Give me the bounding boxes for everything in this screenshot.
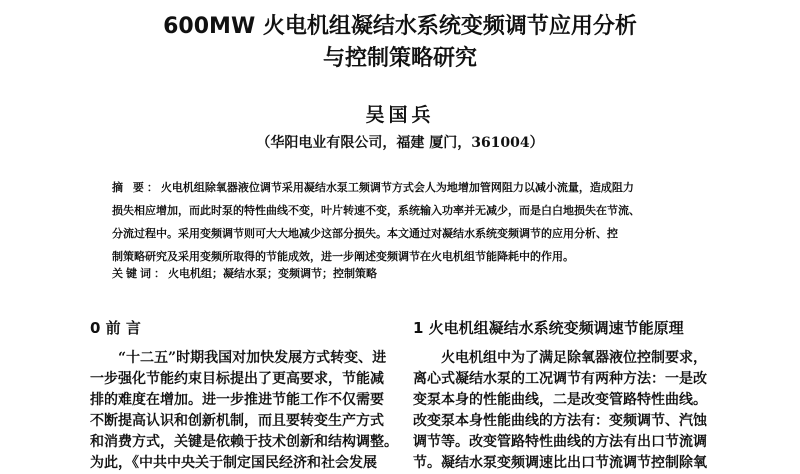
abstract-line-4: 制策略研究及采用变频所取得的节能成效，进一步阐述变频调节在火电机组节能降耗中的作用。 bbox=[112, 250, 574, 263]
abstract bbox=[112, 176, 692, 268]
body-line: 变泵本身的性能曲线，二是改变管路特性曲线。 bbox=[413, 392, 707, 408]
body-line: 离心式凝结水泵的工况调节有两种方法：一是改 bbox=[413, 371, 707, 387]
abstract-line-3: 分流过程中。采用变频调节则可大大地减少这部分损失。本文通过对凝结水系统变频调节的应用分析、控 bbox=[112, 227, 618, 240]
body-line: 一步强化节能约束目标提出了更高要求，节能减 bbox=[90, 371, 384, 387]
body-line: 不断提高认识和创新机制，而且要转变生产方式 bbox=[90, 413, 384, 429]
author: 吴国兵 bbox=[365, 104, 435, 126]
body-line: 改变泵本身性能曲线的方法有：变频调节、汽蚀 bbox=[413, 413, 707, 429]
section-1-heading: 1 火电机组凝结水系统变频调速节能原理 bbox=[413, 319, 684, 337]
abstract-line-1: 摘 要：火电机组除氧器液位调节采用凝结水泵工频调节方式会人为地增加管网阻力以减小流量，造成阻力 bbox=[112, 181, 634, 194]
abstract-line-2: 损失相应增加，而此时泵的特性曲线不变，叶片转速不变，系统输入功率并无减少，而是白白地损失在节流、 bbox=[112, 204, 640, 217]
abstract-label: 摘 要： bbox=[112, 181, 161, 194]
body-line: “十二五”时期我国对加快发展方式转变、进 bbox=[118, 350, 387, 366]
paper-title-line2: 与控制策略研究 bbox=[322, 46, 477, 71]
body-line: 为此，《中共中央关于制定国民经济和社会发展 bbox=[90, 455, 377, 471]
body-line: 节。凝结水泵变频调速比出口节流调节控制除氧 bbox=[413, 455, 707, 471]
body-line: 排的难度在增加。进一步推进节能工作不仅需要 bbox=[90, 392, 384, 408]
body-line: 调节等。改变管路特性曲线的方法有出口节流调 bbox=[413, 434, 707, 450]
section-1-body bbox=[413, 348, 723, 474]
keywords-text: 火电机组；凝结水泵；变频调节；控制策略 bbox=[168, 267, 377, 280]
body-line: 和消费方式，关键是依赖于技术创新和结构调整。 bbox=[90, 434, 398, 450]
affiliation: （华阳电业有限公司，福建 厦门，361004） bbox=[256, 135, 544, 151]
keywords-label: 关键词： bbox=[112, 267, 168, 280]
paper-title-line1: 600MW 火电机组凝结水系统变频调节应用分析 bbox=[163, 14, 637, 39]
section-0-heading: 0 前 言 bbox=[90, 319, 141, 337]
keywords bbox=[112, 262, 692, 285]
body-line: 火电机组中为了满足除氧器液位控制要求， bbox=[441, 350, 707, 366]
section-0-body bbox=[90, 348, 398, 474]
